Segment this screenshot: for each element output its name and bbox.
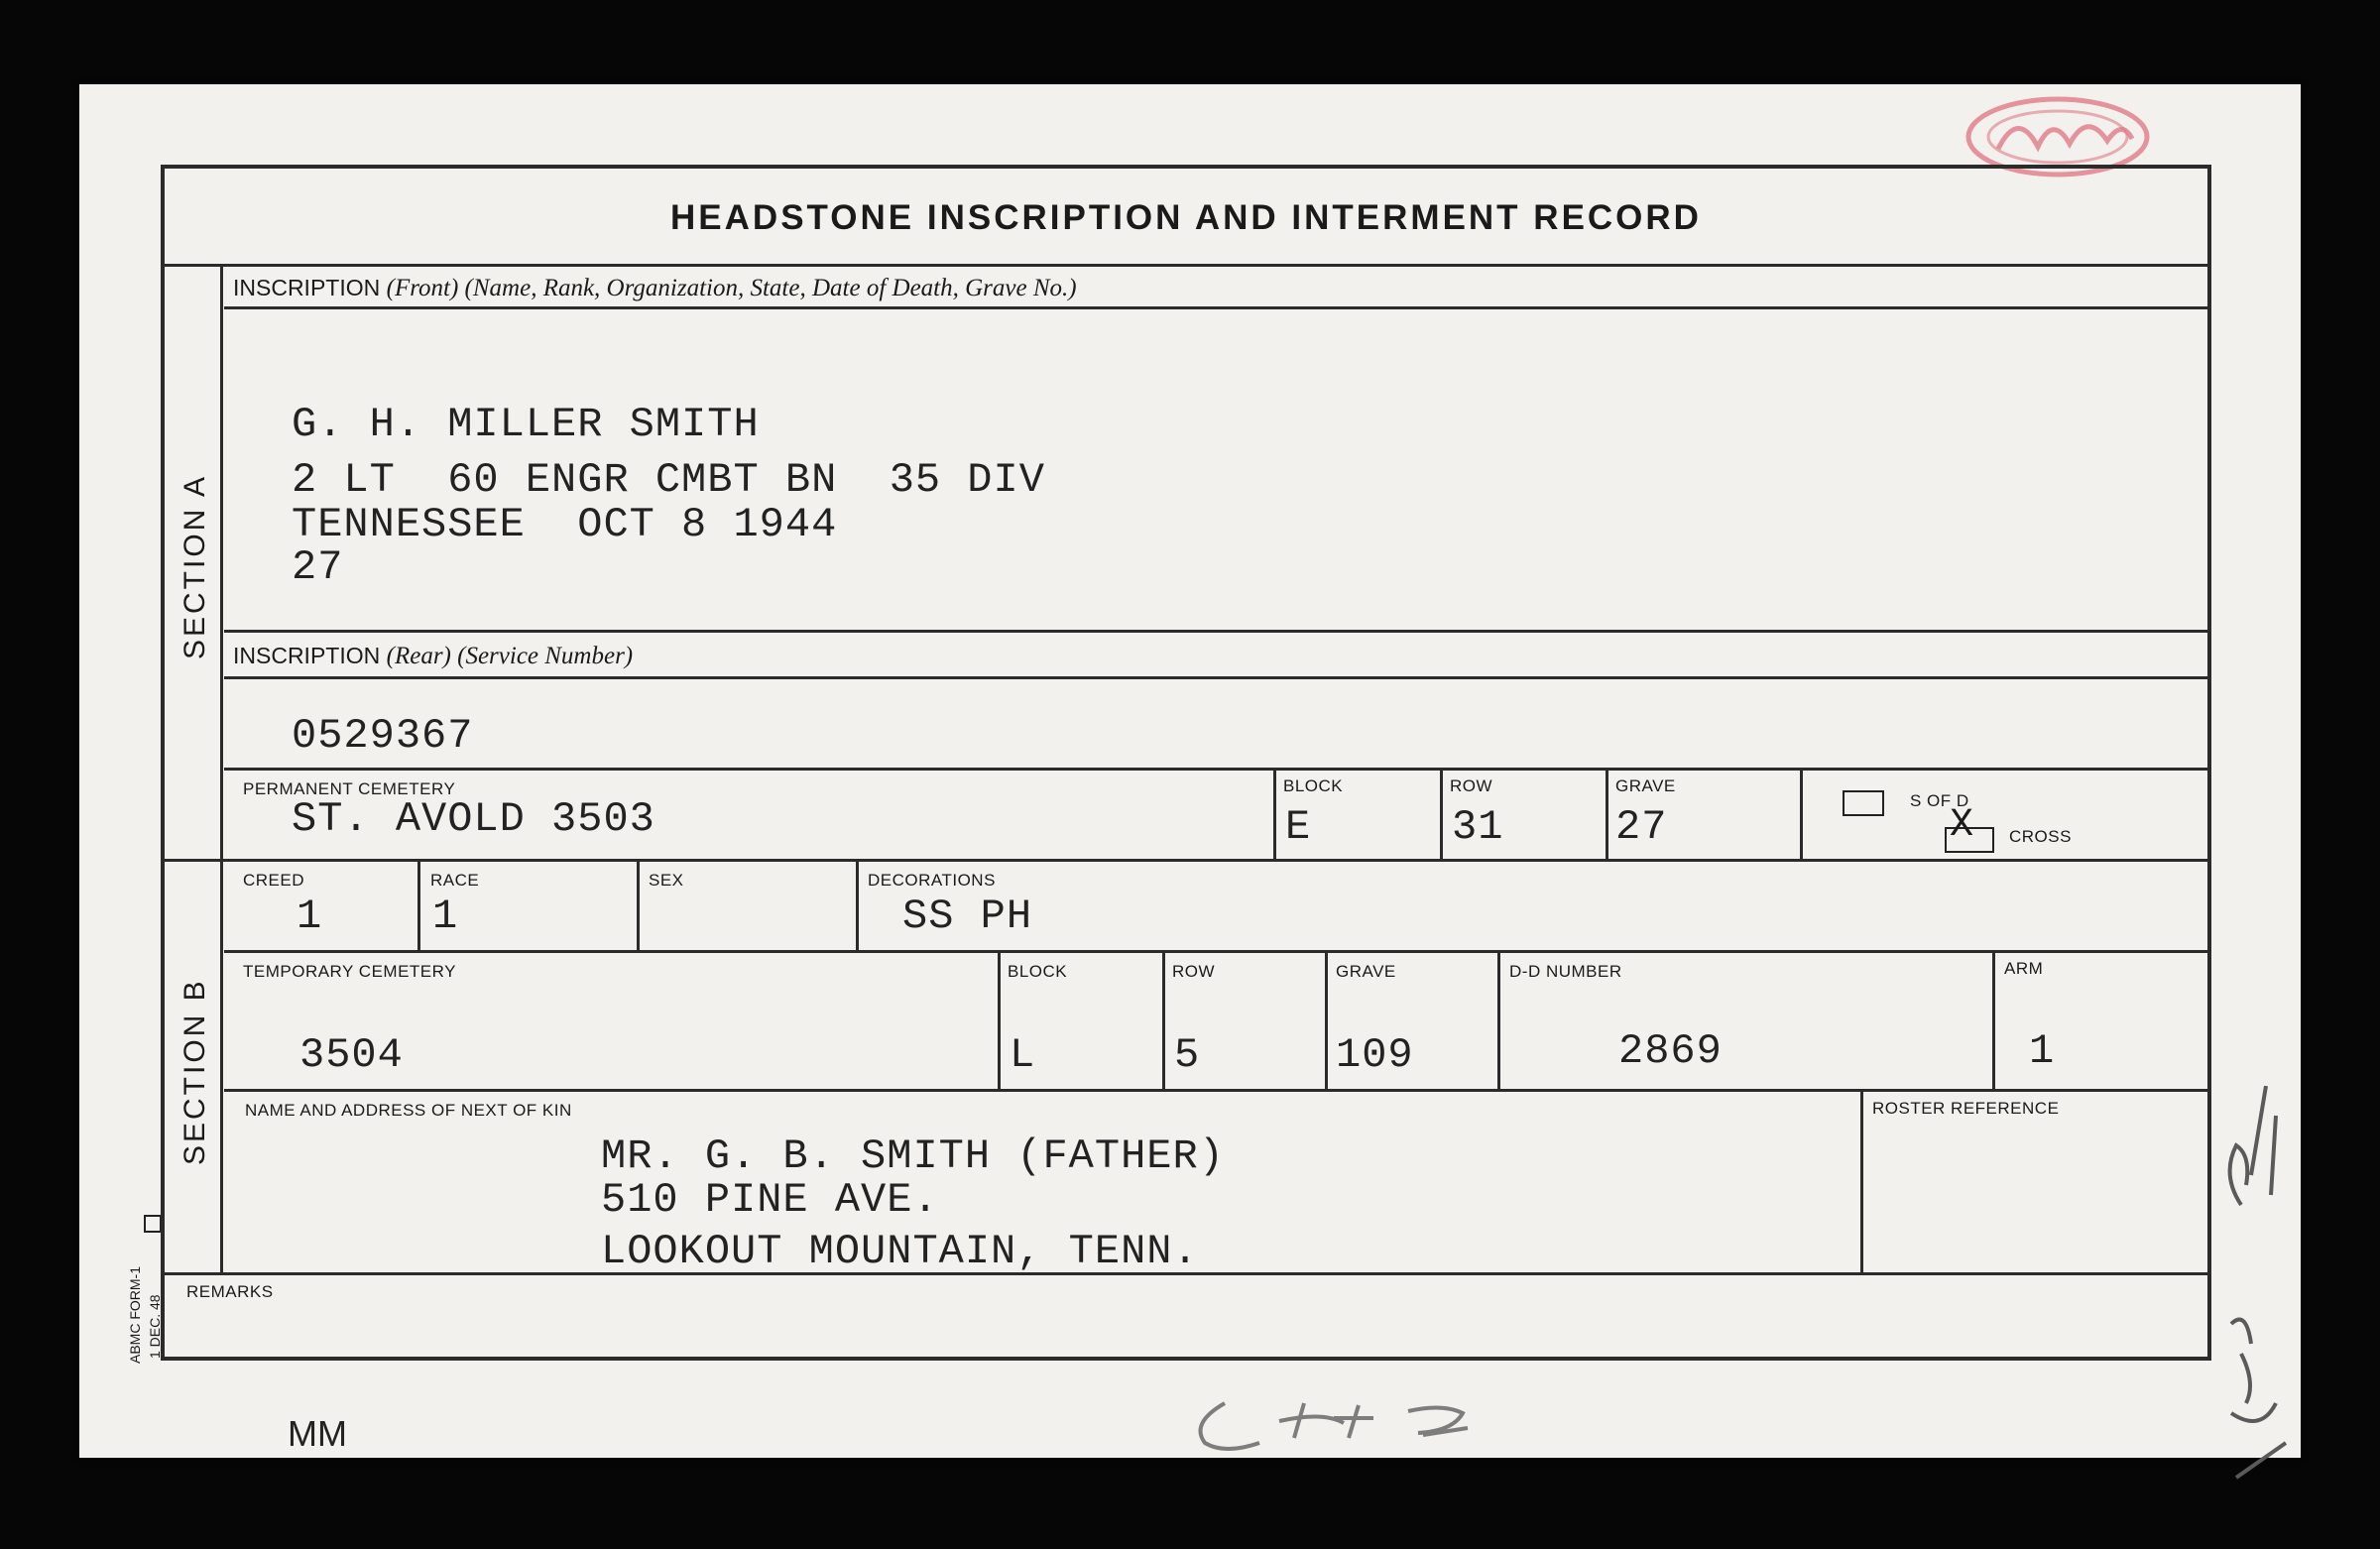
perm-block-label: BLOCK [1283,776,1344,795]
remarks-label: REMARKS [186,1282,274,1301]
temp-grave: 109 [1336,1031,1414,1079]
creed-label: CREED [243,871,305,890]
arm-label: ARM [2004,959,2044,978]
form-checkbox-icon [144,1215,162,1233]
form-number: ABMC FORM-1 [127,1266,143,1364]
perm-row-label: ROW [1450,776,1493,795]
creed: 1 [297,893,323,940]
initials-mm: MM [288,1413,347,1454]
temp-cemetery-label: TEMPORARY CEMETERY [243,962,456,981]
dd-number-label: D-D NUMBER [1509,962,1622,981]
temp-block-label: BLOCK [1008,962,1068,981]
permanent-cemetery: ST. AVOLD 3503 [292,795,655,843]
temp-row-label: ROW [1172,962,1216,981]
temp-grave-label: GRAVE [1336,962,1396,981]
perm-grave-label: GRAVE [1615,776,1676,795]
service-number: 0529367 [292,712,474,760]
temp-row: 5 [1174,1031,1201,1079]
rear-inscription-label: INSCRIPTION (Rear) (Service Number) [233,643,634,669]
next-of-kin-line-2: 510 PINE AVE. [601,1176,939,1224]
front-line-3: TENNESSEE OCT 8 1944 [292,501,838,548]
section-b-label: SECTION B [178,978,211,1165]
form-title: HEADSTONE INSCRIPTION AND INTERMENT RECORD [670,198,1702,237]
race-label: RACE [430,871,480,890]
perm-block: E [1285,803,1312,851]
pencil-scribble-icon [1185,1383,1532,1478]
section-a-label: SECTION A [178,473,211,659]
front-line-2: 2 LT 60 ENGR CMBT BN 35 DIV [292,456,1045,504]
roster-reference-label: ROSTER REFERENCE [1872,1099,2060,1118]
dd-number: 2869 [1618,1027,1723,1075]
cross-label: CROSS [2009,827,2072,846]
s-of-d-checkbox [1843,790,1884,816]
front-line-4: 27 [292,543,344,591]
decorations: SS PH [902,893,1033,940]
form-date: 1 DEC. 48 [147,1294,163,1359]
next-of-kin-line-3: LOOKOUT MOUNTAIN, TENN. [601,1228,1199,1275]
cross-check-mark: X [1950,803,1974,848]
front-inscription-label: INSCRIPTION (Front) (Name, Rank, Organization, State, Date of Death, Grave No.) [233,275,1077,301]
perm-grave: 27 [1615,803,1668,851]
race: 1 [432,893,459,940]
next-of-kin-label: NAME AND ADDRESS OF NEXT OF KIN [245,1101,572,1120]
permanent-cemetery-label: PERMANENT CEMETERY [243,779,456,798]
front-line-1: G. H. MILLER SMITH [292,401,760,448]
temp-cemetery: 3504 [299,1031,404,1079]
decorations-label: DECORATIONS [868,871,996,890]
perm-row: 31 [1452,803,1504,851]
s-of-d-label: S OF D [1910,791,1969,810]
interment-form [161,165,2211,1361]
sex-label: SEX [649,871,684,890]
arm: 1 [2029,1027,2056,1075]
pencil-mark-icon [2211,1086,2291,1547]
temp-block: L [1010,1031,1036,1079]
next-of-kin-line-1: MR. G. B. SMITH (FATHER) [601,1132,1225,1180]
